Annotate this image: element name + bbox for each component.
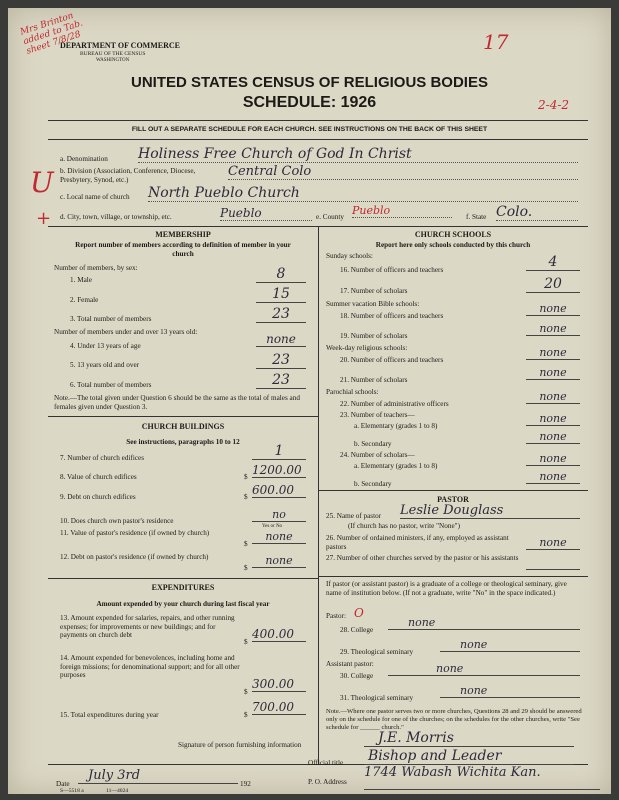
q17-value[interactable]: 20 xyxy=(526,276,580,293)
q19-value[interactable]: none xyxy=(526,322,580,336)
q22-label: 22. Number of administrative officers xyxy=(340,400,449,408)
membership-note: Note.—The total given under Question 6 should be the same as the total of males and females given under Question 3. xyxy=(54,394,300,411)
city-value[interactable]: Pueblo xyxy=(220,206,312,221)
yes-no-hint: Yes or No xyxy=(262,524,283,529)
pastor-mark: O xyxy=(354,606,364,620)
form-number: S—5518 a xyxy=(60,788,84,794)
buildings-subheading: See instructions, paragraphs 10 to 12 xyxy=(126,438,240,446)
sunday-schools-label: Sunday schools: xyxy=(326,252,373,260)
q23b-label: b. Secondary xyxy=(354,440,392,448)
q10-label: 10. Does church own pastor's residence xyxy=(60,517,174,525)
address-value[interactable]: 1744 Wabash Wichita Kan. xyxy=(364,766,600,790)
q25-note: (If church has no pastor, write "None") xyxy=(348,522,460,530)
q26-value[interactable]: none xyxy=(526,536,580,550)
department-name: DEPARTMENT OF COMMERCE xyxy=(60,41,181,50)
q10-value[interactable]: no xyxy=(252,508,306,522)
state-value[interactable]: Colo. xyxy=(496,204,578,221)
q11-value[interactable]: none xyxy=(252,530,306,544)
form-instructions: FILL OUT A SEPARATE SCHEDULE FOR EACH CHURCH. SEE INSTRUCTIONS ON THE BACK OF THIS SHEET xyxy=(131,126,488,133)
pastor-label: Pastor: xyxy=(326,612,346,620)
page-number-mark: 17 xyxy=(483,30,509,54)
q22-value[interactable]: none xyxy=(526,390,580,404)
q23-label: 23. Number of teachers— xyxy=(340,411,415,419)
q20-value[interactable]: none xyxy=(526,346,580,360)
q19-label: 19. Number of scholars xyxy=(340,332,408,340)
buildings-heading: CHURCH BUILDINGS xyxy=(141,422,225,431)
u-mark: U xyxy=(30,166,54,199)
q31-value[interactable]: none xyxy=(440,684,580,698)
division-value[interactable]: Central Colo xyxy=(228,164,578,180)
q13-value[interactable]: 400.00 xyxy=(252,627,306,642)
q29-value[interactable]: none xyxy=(440,638,580,652)
pastor-heading: PASTOR xyxy=(437,495,469,504)
county-label: e. County xyxy=(316,213,344,221)
q20-label: 20. Number of officers and teachers xyxy=(340,356,444,364)
q17-label: 17. Number of scholars xyxy=(340,287,408,295)
q31-label: 31. Theological seminary xyxy=(340,694,414,702)
print-number: 11—4024 xyxy=(106,788,129,794)
division-label: b. Division (Association, Conference, Diocese, Presbytery, Synod, etc.) xyxy=(60,167,196,184)
q28-value[interactable]: none xyxy=(388,616,580,630)
q21-value[interactable]: none xyxy=(526,366,580,380)
q29-label: 29. Theological seminary xyxy=(340,648,414,656)
q24b-label: b. Secondary xyxy=(354,480,392,488)
q27-label: 27. Number of other churches served by the pastor or his assistants xyxy=(326,554,519,562)
q7-label: 7. Number of church edifices xyxy=(60,454,145,462)
q24a-value[interactable]: none xyxy=(526,452,580,466)
q14-value[interactable]: 300.00 xyxy=(252,677,306,692)
q15-label: 15. Total expenditures during year xyxy=(60,711,159,719)
q15-value[interactable]: 700.00 xyxy=(252,700,306,715)
denomination-value[interactable]: Holiness Free Church of God In Christ xyxy=(138,146,578,163)
q4-value[interactable]: none xyxy=(256,332,306,347)
q14-label: 14. Amount expended for benevolences, including home and foreign missions; for denominational support; and for all other purposes xyxy=(60,654,240,680)
date-value[interactable]: July 3rd xyxy=(78,768,238,784)
official-title-value[interactable]: Bishop and Leader xyxy=(364,748,574,765)
q6-value[interactable]: 23 xyxy=(256,372,306,389)
q9-label: 9. Debt on church edifices xyxy=(60,493,136,501)
q24b-value[interactable]: none xyxy=(526,470,580,484)
bureau-city: WASHINGTON xyxy=(96,58,130,63)
schools-heading: CHURCH SCHOOLS xyxy=(414,230,492,239)
q1-value[interactable]: 8 xyxy=(256,266,306,283)
q23a-value[interactable]: none xyxy=(526,412,580,426)
q25-label: 25. Name of pastor xyxy=(326,512,382,520)
q21-label: 21. Number of scholars xyxy=(340,376,408,384)
q2-value[interactable]: 15 xyxy=(256,286,306,303)
signature-value[interactable]: J.E. Morris xyxy=(364,730,574,747)
q12-label: 12. Debt on pastor's residence (if owned by church) xyxy=(60,553,209,561)
summer-schools-label: Summer vacation Bible schools: xyxy=(326,300,420,308)
schedule-title: SCHEDULE: 1926 xyxy=(242,94,377,111)
expenditures-subheading: Amount expended by your church during last fiscal year xyxy=(96,600,270,608)
official-title-label: Official title xyxy=(308,759,344,767)
membership-subheading: Report number of members according to definition of member in your church xyxy=(75,241,291,258)
q26-label: 26. Number of ordained ministers, if any, employed as assistant pastors xyxy=(326,534,509,551)
q28-label: 28. College xyxy=(340,626,374,634)
denomination-label: a. Denomination xyxy=(60,155,108,163)
state-label: f. State xyxy=(466,213,487,221)
city-label: d. City, town, village, or township, etc. xyxy=(60,213,172,221)
q16-label: 16. Number of officers and teachers xyxy=(340,266,444,274)
county-value[interactable]: Pueblo xyxy=(352,204,452,218)
q24a-label: a. Elementary (grades 1 to 8) xyxy=(354,462,438,470)
weekday-schools-label: Week-day religious schools: xyxy=(326,344,408,352)
q7-value[interactable]: 1 xyxy=(252,443,306,460)
margin-note: Mrs Brinton added to Tab. sheet 7/8/28 xyxy=(19,11,85,57)
plus-mark: + xyxy=(36,208,52,229)
q8-value[interactable]: 1200.00 xyxy=(252,463,306,478)
q3-label: 3. Total number of members xyxy=(70,315,152,323)
q6-label: 6. Total number of members xyxy=(70,381,152,389)
census-schedule-sheet: Mrs Brinton added to Tab. sheet 7/8/28 17 2-4-2 U + DEPARTMENT OF COMMERCE BUREAU OF THE CENSUS WASHINGTON UNITED STATES CENSUS OF RELIGIOUS BODIES SCHEDULE: 1926 FILL OUT A SEPARATE SCHEDULE FOR EACH CHURCH. SEE INSTRUCTIONS ON THE BACK OF THIS SHEET a. Denomination Holiness Free Church of God In Christ b. Division (Association, Conference, Diocese, Presbytery, Synod, etc.) Central Colo c. Local name of church North Pueblo Church d. City, town, village, or township, etc. Pueblo e. County Pueblo f. State Colo. MEMBERSHIP Report number of members according to definition of member in your church Number of members, by sex: 1. Male 8 2. Female 15 3. Total number of members 23 Number of members under and over 13 years old: 4. Under 13 years of age none 5. 13 years old and over 23 6. Total number of members 23 Note.—The total given under Question 6 should be the same as the total of males and females given under Question 3. CHURCH BUILDINGS See instructions, paragraphs 10 to 12 7. Number of church edifices 1 8. Value of church edifices $ 1200.00 9. Debt on church edifices $ 600.00 10. Does church own pastor's residence no Yes or No 11. Value of pastor's residence (if owned by church) $ none 12. Debt on pastor's residence (if owned by church) $ none EXPENDITURES Amount expended by your church during last fiscal year 13. Amount expended for salaries, repairs, and other running expenses; for improvements or new buildings; and for payments on church debt $ 400.00 14. Amount expended for benevolences, including home and foreign missions; for denominational support; and for all other purposes $ 300.00 15. Total expenditures during year $ 700.00 CHURCH SCHOOLS Report here only schools conducted by this church Sunday schools: 16. Number of officers and teachers 4 17. Number of scholars 20 Summer vacation Bible schools: 18. Number of officers and teachers none 19. Number of scholars none Week-day religious schools: 20. Number of officers and teachers none 21. Number of scholars none Parochial schools: 22. Number of administrative officers none 23. Number of teachers— a. Elementary (grades 1 to 8) none b. Secondary none 24. Number of scholars— a. Elementary (grades 1 to 8) none b. Secondary none PASTOR 25. Name of pastor Leslie Douglass (If church has no pastor, write "None") 26. Number of ordained ministers, if any, employed as assistant pastors none 27. Number of other churches served by the pastor or his assistants If pastor (or assistant pastor) is a graduate of a college or theological seminary, give name of institution below. (If not a graduate, write "No" in the space indicated.) Pastor: O 28. College none 29. Theological seminary none Assistant pastor: 30. College none 31. Theological seminary none Note.—Where one pastor serves two or more churches, Questions 28 and 29 should be answered only on the schedule for one of the churches; on the schedules for the other churches, write "See schedule for ______ church." Signature of person furnishing information J.E. Morris Official title Bishop and Leader Date July 3rd 192 P. O. Address 1744 Wabash Wichita Kan. S—5518 a 11—4024 xyxy=(8,8,611,794)
q30-label: 30. College xyxy=(340,672,374,680)
code-mark: 2-4-2 xyxy=(538,98,570,112)
q30-value[interactable]: none xyxy=(388,662,580,676)
q8-label: 8. Value of church edifices xyxy=(60,473,137,481)
q12-value[interactable]: none xyxy=(252,554,306,568)
bureau-name: BUREAU OF THE CENSUS xyxy=(80,51,146,57)
expenditures-heading: EXPENDITURES xyxy=(151,583,215,592)
q24-label: 24. Number of scholars— xyxy=(340,451,415,459)
q4-label: 4. Under 13 years of age xyxy=(70,342,141,350)
assistant-pastor-label: Assistant pastor: xyxy=(326,660,374,668)
local-name-value[interactable]: North Pueblo Church xyxy=(148,185,578,202)
date-year: 192 xyxy=(240,780,251,788)
local-name-label: c. Local name of church xyxy=(60,193,130,201)
schools-subheading: Report here only schools conducted by this church xyxy=(375,241,531,249)
q27-value[interactable] xyxy=(526,558,580,570)
q23a-label: a. Elementary (grades 1 to 8) xyxy=(354,422,438,430)
q25-value[interactable]: Leslie Douglass xyxy=(400,503,580,519)
q11-label: 11. Value of pastor's residence (if owned by church) xyxy=(60,529,210,537)
date-label: Date xyxy=(56,780,70,788)
q5-label: 5. 13 years old and over xyxy=(70,361,140,369)
q1-label: 1. Male xyxy=(70,276,92,284)
q9-value[interactable]: 600.00 xyxy=(252,483,306,498)
college-note: If pastor (or assistant pastor) is a graduate of a college or theological seminary, give name of institution below. (If not a graduate, write "No" in the space indicated.) xyxy=(326,580,567,597)
address-label: P. O. Address xyxy=(308,778,347,786)
q18-label: 18. Number of officers and teachers xyxy=(340,312,444,320)
members-by-age-label: Number of members under and over 13 years old: xyxy=(54,328,198,336)
membership-heading: MEMBERSHIP xyxy=(155,230,211,239)
q2-label: 2. Female xyxy=(70,296,99,304)
signature-label: Signature of person furnishing information xyxy=(178,741,302,749)
form-title: UNITED STATES CENSUS OF RELIGIOUS BODIES xyxy=(131,74,488,91)
q5-value[interactable]: 23 xyxy=(256,352,306,369)
q16-value[interactable]: 4 xyxy=(526,254,580,271)
q13-label: 13. Amount expended for salaries, repairs, and other running expenses; for improvements or new buildings; and for payments on church debt xyxy=(60,614,235,640)
parochial-schools-label: Parochial schools: xyxy=(326,388,379,396)
members-by-sex-label: Number of members, by sex: xyxy=(54,264,138,272)
multi-church-note: Note.—Where one pastor serves two or more churches, Questions 28 and 29 should be answered only on the schedule for one of the churches; on the schedules for the other churches, write "See schedule for ______ church." xyxy=(326,708,582,731)
q3-value[interactable]: 23 xyxy=(256,306,306,323)
q18-value[interactable]: none xyxy=(526,302,580,316)
q23b-value[interactable]: none xyxy=(526,430,580,444)
